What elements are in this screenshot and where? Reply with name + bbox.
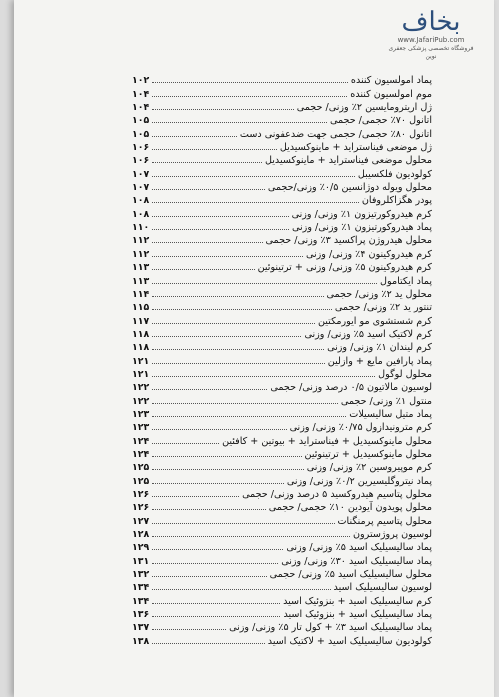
toc-leader-dots: [152, 269, 254, 270]
toc-entry: [132, 353, 432, 366]
toc-leader-dots: [152, 429, 286, 430]
toc-entry-page: ۱۲۴: [132, 448, 150, 460]
toc-entry-page: ۱۰۲: [132, 75, 150, 87]
toc-entry-title: پماد متیل سالیسیلات: [349, 408, 432, 420]
toc-leader-dots: [152, 296, 323, 297]
toc-entry: [132, 327, 432, 340]
toc-entry-page: ۱۲۵: [132, 462, 150, 474]
toc-leader-dots: [152, 122, 327, 123]
toc-leader-dots: [152, 389, 267, 390]
toc-leader-dots: [152, 629, 226, 630]
toc-entry-title: پودر هگزاکلروفان: [361, 195, 432, 207]
toc-leader-dots: [152, 416, 346, 417]
logo-caption: فروشگاه تخصصی پزشکی جعفری نوین: [388, 45, 474, 60]
toc-leader-dots: [152, 202, 359, 203]
toc-leader-dots: [152, 189, 265, 190]
toc-entry: [132, 206, 432, 219]
toc-entry-page: ۱۰۵: [132, 115, 150, 127]
toc-leader-dots: [152, 376, 375, 377]
toc-entry-title: کرم هیدروکینون ۴٪ وزنی/ وزنی: [305, 248, 432, 260]
toc-entry: [132, 513, 432, 526]
logo-url: www.JafariPub.com: [397, 36, 465, 44]
toc-entry: [132, 113, 432, 126]
toc-entry-title: موم امولسیون کننده: [350, 88, 432, 100]
toc-entry: [132, 633, 432, 646]
toc-entry-title: پماد هیدروکورتیزون ۱٪ وزنی/ وزنی: [292, 222, 432, 234]
toc-entry: [132, 153, 432, 166]
toc-leader-dots: [152, 536, 350, 537]
toc-entry-page: ۱۰۶: [132, 155, 150, 167]
toc-entry-page: ۱۱۲: [132, 248, 150, 260]
toc-entry-title: پماد سالیسیلیک اسید ۳۰٪ وزنی/ وزنی: [281, 555, 432, 567]
toc-leader-dots: [152, 469, 304, 470]
toc-entry: [132, 166, 432, 179]
toc-leader-dots: [152, 549, 283, 550]
toc-entry: [132, 287, 432, 300]
toc-entry-page: ۱۱۸: [132, 328, 150, 340]
toc-entry-title: کولودیون فلکسیبل: [357, 168, 432, 180]
toc-entry-title: لوسیون مالاتیون ۰/۵ درصد وزنی/ حجمی: [270, 382, 432, 394]
toc-entry: [132, 500, 432, 513]
toc-entry: [132, 593, 432, 606]
toc-entry: [132, 607, 432, 620]
toc-entry-page: ۱۳۱: [132, 555, 150, 567]
toc-entry: [132, 260, 432, 273]
toc-leader-dots: [152, 336, 301, 337]
toc-entry-page: ۱۳۲: [132, 569, 150, 581]
toc-entry: [132, 367, 432, 380]
toc-leader-dots: [152, 456, 301, 457]
toc-entry-page: ۱۰۶: [132, 142, 150, 154]
toc-leader-dots: [152, 309, 332, 310]
toc-entry-title: کرم هیدروکورتیزون ۱٪ وزنی/ وزنی: [291, 208, 432, 220]
toc-entry-page: ۱۰۷: [132, 168, 150, 180]
toc-entry-title: کرم موپیروسین ۲٪ وزنی/ وزنی: [306, 462, 432, 474]
toc-entry-title: محلول پویدون آیودین ۱۰٪ حجمی/ حجمی: [268, 502, 432, 514]
toc-entry-title: پماد پارافین مایع + وازلین: [327, 355, 432, 367]
toc-leader-dots: [152, 523, 334, 524]
toc-entry-page: ۱۰۴: [132, 102, 150, 114]
toc-leader-dots: [152, 483, 284, 484]
toc-entry-title: محلول پتاسیم پرمنگنات: [337, 515, 432, 527]
toc-entry-page: ۱۲۹: [132, 542, 150, 554]
toc-entry-page: ۱۰۴: [132, 88, 150, 100]
toc-entry: [132, 393, 432, 406]
toc-entry-page: ۱۰۸: [132, 195, 150, 207]
toc-entry-page: ۱۳۴: [132, 582, 150, 594]
toc-entry: [132, 473, 432, 486]
toc-leader-dots: [152, 283, 377, 284]
toc-leader-dots: [152, 643, 265, 644]
toc-entry-title: کرم سالیسیلیک اسید + بنزوئیک اسید: [283, 595, 432, 607]
toc-entry-title: کرم لیندان ۱٪ وزنی/ وزنی: [327, 342, 432, 354]
toc-entry-page: ۱۱۰: [132, 222, 150, 234]
toc-entry-page: ۱۱۵: [132, 302, 150, 314]
book-page: [14, 0, 494, 697]
toc-entry-title: محلول سالیسیلیک اسید ۵٪ وزنی/ حجمی: [269, 569, 432, 581]
toc-entry: [132, 540, 432, 553]
toc-entry-page: ۱۲۸: [132, 529, 150, 541]
toc-entry-title: محلول ماینوکسیدیل + ترتینوئین: [304, 448, 432, 460]
toc-entry: [132, 340, 432, 353]
toc-entry-page: ۱۱۴: [132, 288, 150, 300]
toc-entry-title: کرم هیدروکینون ۵٪ وزنی/ وزنی + ترتینوئین: [257, 262, 432, 274]
toc-entry-title: کولودیون سالیسیلیک اسید + لاکتیک اسید: [267, 635, 432, 647]
toc-entry: [132, 620, 432, 633]
toc-entry: [132, 580, 432, 593]
toc-entry-title: لوسیون پروژسترون: [353, 529, 432, 541]
toc-entry-page: ۱۱۳: [132, 262, 150, 274]
toc-entry-title: پماد ایکتامول: [380, 275, 432, 287]
logo-mark: بخاف: [401, 7, 461, 37]
toc-entry: [132, 447, 432, 460]
toc-entry-page: ۱۲۴: [132, 435, 150, 447]
toc-entry: [132, 487, 432, 500]
toc-leader-dots: [152, 216, 288, 217]
toc-leader-dots: [152, 349, 324, 350]
toc-entry: [132, 553, 432, 566]
toc-leader-dots: [152, 403, 338, 404]
toc-leader-dots: [152, 443, 219, 444]
toc-entry: [132, 420, 432, 433]
toc-entry-title: تنتور ید ۲٪ وزنی/ حجمی: [334, 302, 432, 314]
toc-entry-page: ۱۱۲: [132, 235, 150, 247]
toc-entry: [132, 407, 432, 420]
toc-entry-title: محلول پتاسیم هیدروکسید ۵ درصد وزنی/ حجمی: [242, 489, 432, 500]
toc-entry-page: ۱۱۸: [132, 342, 150, 354]
toc-leader-dots: [152, 323, 315, 324]
toc-entry: [132, 300, 432, 313]
toc-entry-title: ژل اریترومایسین ۲٪ وزنی/ حجمی: [296, 102, 432, 114]
toc-entry-title: محلول ماینوکسیدیل + فیناسترايد + بیوتین + کافئین: [222, 435, 432, 447]
toc-leader-dots: [152, 363, 325, 364]
toc-leader-dots: [152, 82, 348, 83]
toc-entry-page: ۱۲۵: [132, 475, 150, 487]
toc-entry-page: ۱۲۱: [132, 355, 150, 367]
toc-leader-dots: [152, 229, 289, 230]
toc-leader-dots: [152, 509, 266, 510]
toc-entry: [132, 273, 432, 286]
toc-leader-dots: [152, 176, 355, 177]
toc-entry-title: محلول ویوله دوژانسین ۰/۵٪ وزنی/حجمی: [267, 182, 432, 194]
toc-entry-title: محلول ید ۲٪ وزنی/ حجمی: [326, 288, 432, 300]
toc-entry-title: اتانول ۷۰٪ حجمی/ حجمی: [329, 115, 432, 127]
toc-entry-page: ۱۲۲: [132, 382, 150, 394]
toc-entry-page: ۱۲۶: [132, 502, 150, 514]
toc-entry: [132, 100, 432, 113]
toc-leader-dots: [152, 136, 237, 137]
toc-entry: [132, 460, 432, 473]
toc-entry-page: ۱۳۶: [132, 609, 150, 621]
toc-entry-title: لوسیون سالیسیلیک اسید: [333, 582, 432, 594]
toc-entry: [132, 246, 432, 259]
toc-entry-page: ۱۱۳: [132, 275, 150, 287]
publisher-logo: [386, 8, 476, 61]
toc-entry-title: کرم مترونیدازول ۰/۷۵٪ وزنی/ وزنی: [289, 422, 432, 434]
toc-leader-dots: [152, 589, 330, 590]
table-of-contents: [132, 73, 432, 647]
toc-entry-title: کرم لاکتیک اسید ۵٪ وزنی/ وزنی: [304, 328, 432, 340]
toc-entry-page: ۱۱۷: [132, 315, 150, 327]
toc-entry: [132, 433, 432, 446]
toc-entry-title: کرم شستشوی مو ایورمکتین: [317, 315, 432, 327]
toc-entry: [132, 567, 432, 580]
toc-entry-title: اتانول ۸۰٪ حجمی/ حجمی جهت ضدعفونی دست: [239, 128, 432, 140]
toc-entry: [132, 220, 432, 233]
toc-entry-title: منتول ۱٪ وزنی/ حجمی: [340, 395, 432, 407]
toc-entry-page: ۱۲۳: [132, 408, 150, 420]
toc-entry-title: پماد سالیسیلیک اسید ۵٪ وزنی/ وزنی: [286, 542, 432, 554]
toc-leader-dots: [152, 576, 266, 577]
toc-entry: [132, 73, 432, 86]
toc-entry-page: ۱۰۷: [132, 182, 150, 194]
toc-entry-title: پماد نیتروگلیسیرین ۰/۲٪ وزنی/ وزنی: [286, 475, 432, 487]
toc-entry-title: محلول هیدروژن پراکسید ۳٪ وزنی/ حجمی: [265, 235, 432, 247]
toc-entry-page: ۱۲۳: [132, 422, 150, 434]
toc-leader-dots: [152, 616, 280, 617]
toc-entry-page: ۱۲۷: [132, 515, 150, 527]
toc-leader-dots: [152, 96, 347, 97]
toc-entry-page: ۱۳۴: [132, 595, 150, 607]
toc-entry: [132, 193, 432, 206]
toc-entry-page: ۱۳۷: [132, 622, 150, 634]
toc-entry-title: پماد سالیسیلیک اسید + بنزوئیک اسید: [283, 609, 432, 621]
toc-leader-dots: [152, 109, 294, 110]
toc-entry-page: ۱۰۵: [132, 128, 150, 140]
toc-entry: [132, 380, 432, 393]
toc-leader-dots: [152, 496, 239, 497]
toc-entry-page: ۱۲۲: [132, 395, 150, 407]
toc-entry: [132, 233, 432, 246]
toc-entry: [132, 313, 432, 326]
toc-leader-dots: [152, 162, 262, 163]
toc-entry-title: محلول لوگول: [378, 368, 432, 380]
toc-entry-title: ژل موضعی فیناسترايد + ماینوکسیدیل: [279, 142, 432, 154]
toc-entry-page: ۱۲۶: [132, 489, 150, 500]
toc-entry-title: پماد سالیسیلیک اسید ۳٪ + کول تار ۵٪ وزنی/ وزنی: [229, 622, 432, 634]
toc-entry-page: ۱۲۱: [132, 368, 150, 380]
toc-entry: [132, 140, 432, 153]
toc-entry: [132, 527, 432, 540]
toc-leader-dots: [152, 149, 277, 150]
toc-leader-dots: [152, 603, 280, 604]
toc-leader-dots: [152, 563, 278, 564]
toc-entry-page: ۱۰۸: [132, 208, 150, 220]
toc-entry-title: محلول موضعی فیناسترايد + ماینوکسیدیل: [264, 155, 432, 167]
toc-entry: [132, 180, 432, 193]
toc-leader-dots: [152, 256, 303, 257]
toc-entry-page: ۱۳۸: [132, 635, 150, 647]
toc-leader-dots: [152, 242, 262, 243]
toc-entry-title: پماد امولسیون کننده: [350, 75, 432, 87]
toc-entry: [132, 86, 432, 99]
toc-entry: [132, 126, 432, 139]
